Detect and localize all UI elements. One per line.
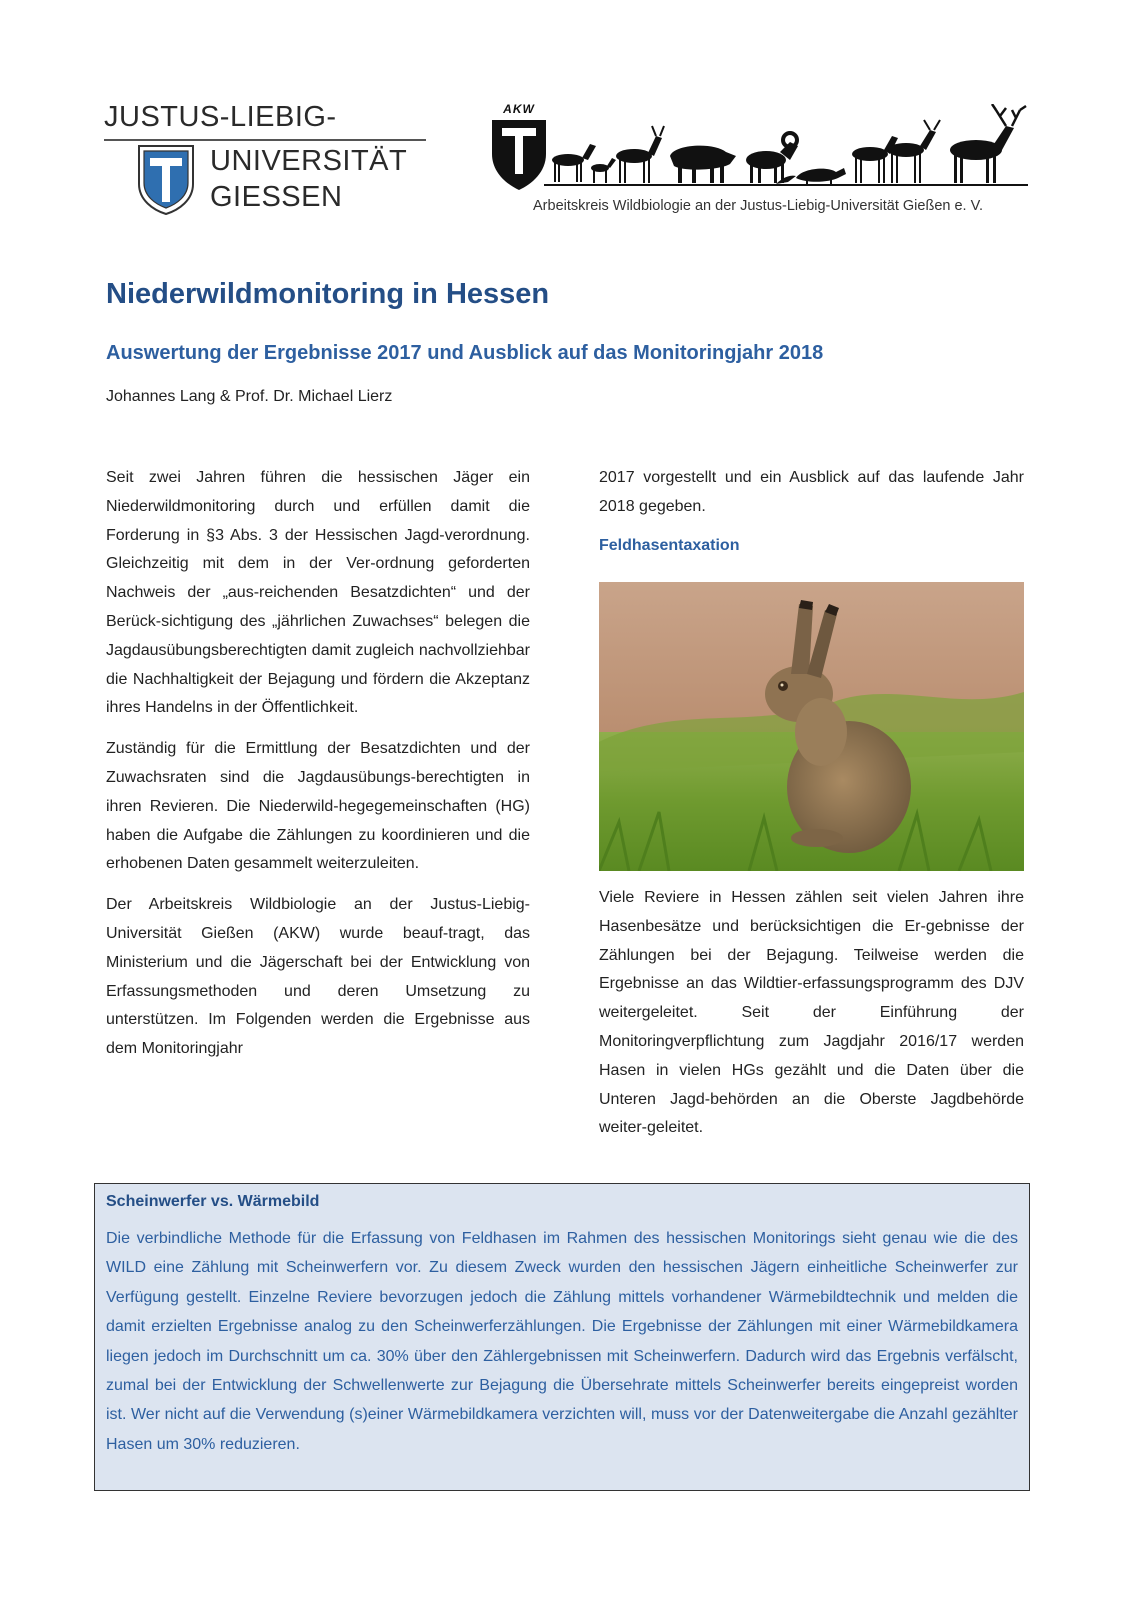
- info-box-scheinwerfer-vs-waermebild: [94, 1183, 1030, 1491]
- body-paragraph-continuation: 2017 vorgestellt und ein Ausblick auf das laufende Jahr 2018 gegeben.: [599, 469, 1024, 515]
- page-subtitle: Auswertung der Ergebnisse 2017 und Ausblick auf das Monitoringjahr 2018: [106, 342, 824, 364]
- jlu-logo: [104, 100, 426, 220]
- body-paragraph: Der Arbeitskreis Wildbiologie an der Justus-Liebig-Universität Gießen (AKW) wurde beauf-tragt, das Ministerium und die Jägerschaft bei der Entwicklung von Erfassungsmethoden und deren Umsetzung zu unterstützen. Im Folgenden werden die Ergebnisse aus dem Monitoringjahr: [106, 896, 530, 1058]
- right-column-lower: [599, 884, 1024, 1155]
- akw-mark-text: AKW: [503, 102, 535, 116]
- body-paragraph: Viele Reviere in Hessen zählen seit vielen Jahren ihre Hasenbesätze und berücksichtigen die Er-gebnisse der Zählungen bei der Bejagung. Teilweise werden die Ergebnisse an das Wildtier-erfassungsprogramm des DJV weitergeleitet. Seit der Einführung der Monitoringverpflichtung zum Jagdjahr 2016/17 werden Hasen in vielen HGs gezählt und die Daten über die Unteren Jagd-behörden an die Oberste Jagdbehörde weiter-geleitet.: [599, 889, 1024, 1137]
- akw-caption: Arbeitskreis Wildbiologie an der Justus-Liebig-Universität Gießen e. V.: [533, 198, 983, 214]
- info-box-heading: Scheinwerfer vs. Wärmebild: [106, 1193, 320, 1210]
- left-column: [106, 464, 530, 1076]
- wildlife-silhouettes-icon: [544, 104, 1028, 192]
- hare-photo-illustration: [599, 582, 1024, 871]
- section-heading-feldhasentaxation: Feldhasentaxation: [599, 536, 740, 554]
- body-paragraph: Seit zwei Jahren führen die hessischen Jäger ein Niederwildmonitoring durch und erfüllen damit die Forderung in §3 Abs. 3 der Hessischen Jagd-verordnung. Gleichzeitig mit dem in der Ver-ordnung geforderten Nachweis der „aus-reichenden Besatzdichten“ und der Berück-sichtigung des „jährlichen Zuwachses“ belegen die Jagdausübungsberechtigten damit zugleich nachvollziehbar die Nachhaltigkeit der Bejagung und fördern die Akzeptanz ihres Handelns in der Öffentlichkeit.: [106, 469, 530, 717]
- authors-line: Johannes Lang & Prof. Dr. Michael Lierz: [106, 388, 393, 405]
- jlu-shield-icon: [137, 144, 195, 216]
- jlu-wordmark-top: JUSTUS-LIEBIG-: [104, 101, 337, 133]
- body-paragraph: Zuständig für die Ermittlung der Besatzdichten und der Zuwachsraten sind die Jagdausübungs-berechtigten in ihren Revieren. Die Niederwild-hegegemeinschaften (HG) haben die Aufgabe die Zählungen zu koordinieren und die erhobenen Daten gesammelt weiterzuleiten.: [106, 740, 530, 873]
- info-box-text: Die verbindliche Methode für die Erfassung von Feldhasen im Rahmen des hessischen Monitorings sieht genau wie die des WILD eine Zählung mit Scheinwerfern vor. Zu diesem Zweck wurden den hessischen Jägern einheitliche Scheinwerfer zur Verfügung gestellt. Einzelne Reviere bevorzugen jedoch die Zählung mittels vorhandener Wärmebildtechnik und melden die damit erzielten Ergebnisse analog zu den Scheinwerferzählungen. Die Ergebnisse der Zählungen mit einer Wärmebildkamera liegen jedoch im Durchschnitt um ca. 30% über den Zählergebnissen mit Scheinwerfern. Dadurch wird das Ergebnis verfälscht, zumal bei der Entwicklung der Schwellenwerte zur Bejagung die Übersehrate mittels Scheinwerfer bereits eingepreist worden ist. Wer nicht auf die Verwendung (s)einer Wärmebildkamera verzichten will, muss vor der Datenweitergabe die Anzahl gezählter Hasen um 30% reduzieren.: [106, 1230, 1018, 1453]
- page-title: Niederwildmonitoring in Hessen: [106, 278, 550, 310]
- jlu-divider: [104, 139, 426, 141]
- right-column: [599, 464, 1024, 572]
- akw-logo: [488, 102, 1028, 227]
- jlu-wordmark-universitaet: UNIVERSITÄT: [210, 145, 408, 177]
- jlu-wordmark-giessen: GIESSEN: [210, 181, 343, 213]
- hare-photo: [599, 582, 1024, 871]
